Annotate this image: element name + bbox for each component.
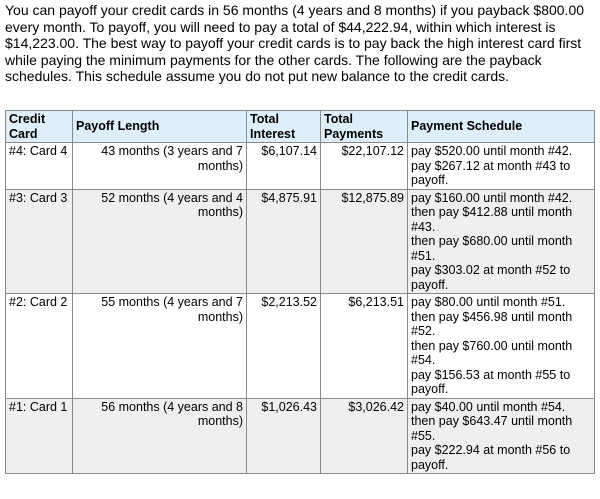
payment-schedule-cell <box>408 143 595 190</box>
payoff-length-cell: 56 months (4 years and 8 months) <box>73 398 247 474</box>
header-payoff-length: Payoff Length <box>73 111 247 143</box>
total-interest-cell: $6,107.14 <box>247 143 321 190</box>
table-row <box>6 398 595 474</box>
schedule-line: then pay $680.00 until month #51. <box>411 234 573 263</box>
payment-schedule-cell <box>408 398 595 474</box>
table-header-row <box>6 111 595 143</box>
header-total-interest: Total Interest <box>247 111 321 143</box>
table-row <box>6 143 595 190</box>
schedule-line: pay $160.00 until month #42. <box>411 190 573 205</box>
header-total-payments: Total Payments <box>321 111 408 143</box>
total-payments-cell: $6,213.51 <box>321 294 408 399</box>
payoff-length-cell: 52 months (4 years and 4 months) <box>73 189 247 294</box>
intro-paragraph: You can payoff your credit cards in 56 months (4 years and 8 months) if you payback $800.00 every month. To payoff, you will need to pay a total of $44,222.94, within which interest is $14,223.00. The best way to payoff your credit cards is to pay back the high interest card first while paying the minimum payments for the other cards. The following are the payback schedules. This schedule assume you do not put new balance to the credit cards. <box>5 2 585 85</box>
total-interest-cell: $4,875.91 <box>247 189 321 294</box>
payback-schedule-table <box>5 110 595 474</box>
card-name-cell: #4: Card 4 <box>6 143 73 190</box>
schedule-line: pay $156.53 at month #55 to payoff. <box>411 367 571 396</box>
schedule-line: pay $40.00 until month #54. <box>411 399 566 414</box>
schedule-line: pay $222.94 at month #56 to payoff. <box>411 443 571 472</box>
header-credit-card: Credit Card <box>6 111 73 143</box>
schedule-line: then pay $643.47 until month #55. <box>411 414 573 443</box>
header-payment-schedule: Payment Schedule <box>408 111 595 143</box>
payment-schedule-cell <box>408 294 595 399</box>
total-payments-cell: $22,107.12 <box>321 143 408 190</box>
schedule-line: then pay $412.88 until month #43. <box>411 205 573 234</box>
schedule-line: then pay $456.98 until month #52. <box>411 309 573 338</box>
total-payments-cell: $3,026.42 <box>321 398 408 474</box>
table-row <box>6 294 595 399</box>
card-name-cell: #2: Card 2 <box>6 294 73 399</box>
schedule-line: pay $303.02 at month #52 to payoff. <box>411 263 571 292</box>
schedule-line: pay $520.00 until month #42. <box>411 144 573 158</box>
payment-schedule-cell <box>408 189 595 294</box>
card-name-cell: #3: Card 3 <box>6 189 73 294</box>
total-interest-cell: $2,213.52 <box>247 294 321 399</box>
payoff-length-cell: 43 months (3 years and 7 months) <box>73 143 247 190</box>
total-interest-cell: $1,026.43 <box>247 398 321 474</box>
payoff-length-cell: 55 months (4 years and 7 months) <box>73 294 247 399</box>
card-name-cell: #1: Card 1 <box>6 398 73 474</box>
table-row <box>6 189 595 294</box>
schedule-line: pay $267.12 at month #43 to payoff. <box>411 158 571 187</box>
schedule-line: pay $80.00 until month #51. <box>411 295 566 309</box>
schedule-line: then pay $760.00 until month #54. <box>411 338 573 367</box>
total-payments-cell: $12,875.89 <box>321 189 408 294</box>
